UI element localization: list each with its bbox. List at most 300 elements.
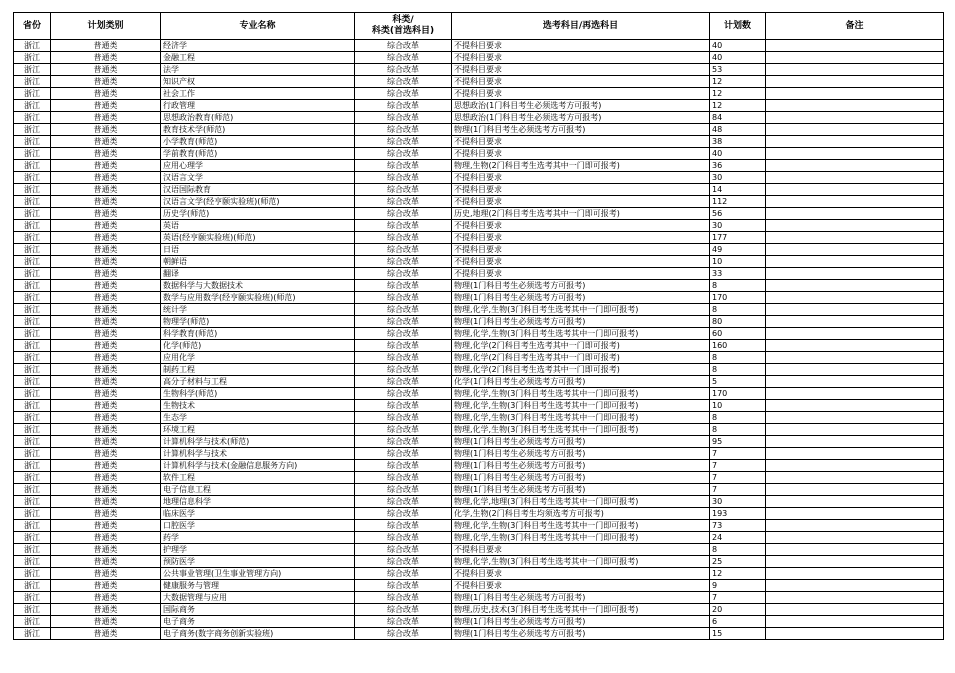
cell-category: 综合改革: [355, 160, 452, 172]
cell-requirement: 不提科目要求: [452, 580, 710, 592]
cell-category: 综合改革: [355, 172, 452, 184]
cell-category: 综合改革: [355, 508, 452, 520]
cell-remark: [766, 400, 944, 412]
cell-requirement: 不提科目要求: [452, 544, 710, 556]
cell-plan-count: 170: [710, 292, 766, 304]
cell-category: 综合改革: [355, 448, 452, 460]
cell-province: 浙江: [14, 556, 51, 568]
cell-plan-type: 普通类: [51, 280, 161, 292]
cell-plan-count: 170: [710, 388, 766, 400]
cell-category: 综合改革: [355, 412, 452, 424]
cell-plan-count: 25: [710, 556, 766, 568]
cell-category: 综合改革: [355, 76, 452, 88]
cell-plan-count: 30: [710, 220, 766, 232]
cell-remark: [766, 484, 944, 496]
cell-requirement: 化学,生物(2门科目考生均须选考方可报考): [452, 508, 710, 520]
cell-province: 浙江: [14, 436, 51, 448]
table-row: [14, 256, 944, 268]
cell-plan-type: 普通类: [51, 508, 161, 520]
cell-major: 学前教育(师范): [161, 148, 355, 160]
cell-remark: [766, 544, 944, 556]
cell-category: 综合改革: [355, 280, 452, 292]
cell-major: 法学: [161, 64, 355, 76]
cell-province: 浙江: [14, 124, 51, 136]
cell-category: 综合改革: [355, 112, 452, 124]
cell-requirement: 不提科目要求: [452, 232, 710, 244]
cell-plan-count: 160: [710, 340, 766, 352]
cell-category: 综合改革: [355, 340, 452, 352]
cell-category: 综合改革: [355, 580, 452, 592]
cell-major: 环境工程: [161, 424, 355, 436]
cell-plan-type: 普通类: [51, 424, 161, 436]
table-row: [14, 40, 944, 52]
header-subject-requirement: 选考科目/再选科目: [452, 13, 710, 40]
cell-plan-type: 普通类: [51, 172, 161, 184]
cell-major: 历史学(师范): [161, 208, 355, 220]
cell-plan-type: 普通类: [51, 340, 161, 352]
cell-requirement: 物理,化学(2门科目考生选考其中一门即可报考): [452, 364, 710, 376]
table-row: [14, 532, 944, 544]
cell-plan-count: 9: [710, 580, 766, 592]
table-row: [14, 160, 944, 172]
table-row: [14, 556, 944, 568]
cell-requirement: 物理,化学,生物(3门科目考生选考其中一门即可报考): [452, 388, 710, 400]
cell-requirement: 不提科目要求: [452, 568, 710, 580]
cell-province: 浙江: [14, 400, 51, 412]
cell-category: 综合改革: [355, 316, 452, 328]
cell-major: 生物科学(师范): [161, 388, 355, 400]
cell-remark: [766, 184, 944, 196]
table-body: [14, 40, 944, 640]
cell-major: 应用化学: [161, 352, 355, 364]
cell-plan-count: 12: [710, 88, 766, 100]
cell-plan-type: 普通类: [51, 604, 161, 616]
cell-plan-type: 普通类: [51, 448, 161, 460]
table-row: [14, 412, 944, 424]
cell-plan-type: 普通类: [51, 40, 161, 52]
cell-province: 浙江: [14, 112, 51, 124]
cell-requirement: 物理(1门科目考生必须选考方可报考): [452, 292, 710, 304]
cell-requirement: 物理,化学,生物(3门科目考生选考其中一门即可报考): [452, 556, 710, 568]
table-row: [14, 520, 944, 532]
table-row: [14, 280, 944, 292]
cell-remark: [766, 556, 944, 568]
cell-province: 浙江: [14, 64, 51, 76]
cell-plan-type: 普通类: [51, 568, 161, 580]
cell-plan-count: 30: [710, 172, 766, 184]
cell-category: 综合改革: [355, 388, 452, 400]
cell-plan-count: 8: [710, 364, 766, 376]
cell-plan-count: 48: [710, 124, 766, 136]
cell-category: 综合改革: [355, 424, 452, 436]
cell-province: 浙江: [14, 388, 51, 400]
cell-major: 临床医学: [161, 508, 355, 520]
cell-province: 浙江: [14, 244, 51, 256]
cell-plan-type: 普通类: [51, 208, 161, 220]
cell-category: 综合改革: [355, 40, 452, 52]
cell-plan-type: 普通类: [51, 472, 161, 484]
cell-remark: [766, 364, 944, 376]
cell-major: 软件工程: [161, 472, 355, 484]
cell-remark: [766, 172, 944, 184]
cell-remark: [766, 436, 944, 448]
cell-plan-count: 20: [710, 604, 766, 616]
cell-requirement: 不提科目要求: [452, 88, 710, 100]
table-row: [14, 340, 944, 352]
cell-requirement: 不提科目要求: [452, 76, 710, 88]
cell-major: 电子商务: [161, 616, 355, 628]
cell-remark: [766, 136, 944, 148]
table-row: [14, 304, 944, 316]
cell-remark: [766, 220, 944, 232]
cell-remark: [766, 292, 944, 304]
cell-category: 综合改革: [355, 568, 452, 580]
cell-category: 综合改革: [355, 364, 452, 376]
cell-requirement: 物理(1门科目考生必须选考方可报考): [452, 484, 710, 496]
cell-major: 电子商务(数字商务创新实验班): [161, 628, 355, 640]
cell-plan-count: 30: [710, 496, 766, 508]
cell-requirement: 物理,化学(2门科目考生选考其中一门即可报考): [452, 352, 710, 364]
table-row: [14, 268, 944, 280]
cell-requirement: 物理,化学,地理(3门科目考生选考其中一门即可报考): [452, 496, 710, 508]
cell-plan-type: 普通类: [51, 112, 161, 124]
cell-plan-type: 普通类: [51, 88, 161, 100]
cell-major: 汉语国际教育: [161, 184, 355, 196]
cell-remark: [766, 496, 944, 508]
cell-requirement: 不提科目要求: [452, 52, 710, 64]
cell-plan-count: 6: [710, 616, 766, 628]
cell-province: 浙江: [14, 304, 51, 316]
cell-requirement: 思想政治(1门科目考生必须选考方可报考): [452, 112, 710, 124]
cell-requirement: 物理(1门科目考生必须选考方可报考): [452, 448, 710, 460]
cell-category: 综合改革: [355, 244, 452, 256]
cell-plan-count: 73: [710, 520, 766, 532]
table-row: [14, 64, 944, 76]
cell-plan-count: 12: [710, 76, 766, 88]
cell-category: 综合改革: [355, 532, 452, 544]
cell-requirement: 不提科目要求: [452, 172, 710, 184]
cell-requirement: 思想政治(1门科目考生必须选考方可报考): [452, 100, 710, 112]
cell-province: 浙江: [14, 232, 51, 244]
table-row: [14, 376, 944, 388]
cell-requirement: 化学(1门科目考生必须选考方可报考): [452, 376, 710, 388]
cell-plan-type: 普通类: [51, 388, 161, 400]
cell-major: 物理学(师范): [161, 316, 355, 328]
cell-major: 化学(师范): [161, 340, 355, 352]
cell-major: 药学: [161, 532, 355, 544]
table-row: [14, 112, 944, 124]
table-row: [14, 316, 944, 328]
cell-major: 汉语言文学(经亨颐实验班)(师范): [161, 196, 355, 208]
cell-province: 浙江: [14, 340, 51, 352]
cell-remark: [766, 508, 944, 520]
cell-province: 浙江: [14, 376, 51, 388]
cell-plan-count: 84: [710, 112, 766, 124]
cell-province: 浙江: [14, 256, 51, 268]
cell-province: 浙江: [14, 496, 51, 508]
cell-remark: [766, 568, 944, 580]
cell-requirement: 物理(1门科目考生必须选考方可报考): [452, 280, 710, 292]
cell-province: 浙江: [14, 520, 51, 532]
cell-major: 数据科学与大数据技术: [161, 280, 355, 292]
cell-remark: [766, 628, 944, 640]
table-row: [14, 496, 944, 508]
cell-requirement: 物理(1门科目考生必须选考方可报考): [452, 616, 710, 628]
cell-category: 综合改革: [355, 556, 452, 568]
cell-plan-count: 15: [710, 628, 766, 640]
cell-province: 浙江: [14, 592, 51, 604]
table-row: [14, 580, 944, 592]
cell-major: 经济学: [161, 40, 355, 52]
header-plan-count: 计划数: [710, 13, 766, 40]
table-row: [14, 436, 944, 448]
cell-province: 浙江: [14, 508, 51, 520]
cell-major: 计算机科学与技术(师范): [161, 436, 355, 448]
cell-requirement: 物理,化学,生物(3门科目考生选考其中一门即可报考): [452, 412, 710, 424]
cell-category: 综合改革: [355, 436, 452, 448]
cell-major: 英语: [161, 220, 355, 232]
table-row: [14, 100, 944, 112]
cell-category: 综合改革: [355, 604, 452, 616]
cell-category: 综合改革: [355, 472, 452, 484]
cell-plan-type: 普通类: [51, 328, 161, 340]
cell-major: 计算机科学与技术(金融信息服务方向): [161, 460, 355, 472]
cell-category: 综合改革: [355, 292, 452, 304]
cell-major: 应用心理学: [161, 160, 355, 172]
cell-requirement: 物理(1门科目考生必须选考方可报考): [452, 460, 710, 472]
cell-category: 综合改革: [355, 148, 452, 160]
cell-plan-type: 普通类: [51, 616, 161, 628]
cell-category: 综合改革: [355, 328, 452, 340]
cell-requirement: 不提科目要求: [452, 184, 710, 196]
cell-category: 综合改革: [355, 616, 452, 628]
table-row: [14, 364, 944, 376]
table-row: [14, 508, 944, 520]
cell-province: 浙江: [14, 172, 51, 184]
cell-plan-type: 普通类: [51, 376, 161, 388]
cell-plan-count: 95: [710, 436, 766, 448]
cell-requirement: 历史,地理(2门科目考生选考其中一门即可报考): [452, 208, 710, 220]
cell-plan-count: 60: [710, 328, 766, 340]
enrollment-plan-table: [13, 12, 944, 640]
cell-category: 综合改革: [355, 352, 452, 364]
cell-province: 浙江: [14, 364, 51, 376]
cell-category: 综合改革: [355, 124, 452, 136]
cell-requirement: 物理,化学,生物(3门科目考生选考其中一门即可报考): [452, 520, 710, 532]
table-row: [14, 136, 944, 148]
cell-category: 综合改革: [355, 544, 452, 556]
cell-requirement: 不提科目要求: [452, 196, 710, 208]
cell-requirement: 物理(1门科目考生必须选考方可报考): [452, 592, 710, 604]
cell-requirement: 物理(1门科目考生必须选考方可报考): [452, 436, 710, 448]
cell-plan-type: 普通类: [51, 400, 161, 412]
cell-plan-count: 24: [710, 532, 766, 544]
cell-plan-type: 普通类: [51, 460, 161, 472]
cell-requirement: 不提科目要求: [452, 148, 710, 160]
cell-province: 浙江: [14, 100, 51, 112]
cell-remark: [766, 256, 944, 268]
cell-plan-type: 普通类: [51, 244, 161, 256]
cell-requirement: 物理(1门科目考生必须选考方可报考): [452, 124, 710, 136]
table-row: [14, 88, 944, 100]
cell-remark: [766, 412, 944, 424]
cell-plan-count: 38: [710, 136, 766, 148]
cell-category: 综合改革: [355, 460, 452, 472]
cell-province: 浙江: [14, 412, 51, 424]
cell-requirement: 不提科目要求: [452, 256, 710, 268]
table-row: [14, 448, 944, 460]
cell-plan-type: 普通类: [51, 580, 161, 592]
cell-plan-count: 40: [710, 52, 766, 64]
cell-remark: [766, 448, 944, 460]
header-plan-type: 计划类别: [51, 13, 161, 40]
cell-remark: [766, 64, 944, 76]
cell-major: 预防医学: [161, 556, 355, 568]
cell-major: 科学教育(师范): [161, 328, 355, 340]
cell-plan-type: 普通类: [51, 628, 161, 640]
cell-requirement: 物理(1门科目考生必须选考方可报考): [452, 628, 710, 640]
cell-major: 计算机科学与技术: [161, 448, 355, 460]
cell-province: 浙江: [14, 604, 51, 616]
cell-major: 高分子材料与工程: [161, 376, 355, 388]
cell-plan-count: 8: [710, 412, 766, 424]
cell-category: 综合改革: [355, 220, 452, 232]
table-header-row: [14, 13, 944, 40]
cell-plan-type: 普通类: [51, 532, 161, 544]
cell-province: 浙江: [14, 352, 51, 364]
header-category-line2: 科类(首选科目): [371, 26, 435, 36]
cell-plan-type: 普通类: [51, 160, 161, 172]
cell-plan-type: 普通类: [51, 100, 161, 112]
cell-remark: [766, 52, 944, 64]
cell-remark: [766, 592, 944, 604]
cell-category: 综合改革: [355, 100, 452, 112]
cell-plan-type: 普通类: [51, 316, 161, 328]
cell-remark: [766, 520, 944, 532]
cell-category: 综合改革: [355, 184, 452, 196]
cell-plan-count: 80: [710, 316, 766, 328]
table-row: [14, 424, 944, 436]
cell-requirement: 不提科目要求: [452, 64, 710, 76]
cell-plan-count: 193: [710, 508, 766, 520]
cell-requirement: 不提科目要求: [452, 136, 710, 148]
cell-remark: [766, 40, 944, 52]
cell-category: 综合改革: [355, 64, 452, 76]
cell-category: 综合改革: [355, 496, 452, 508]
cell-major: 制药工程: [161, 364, 355, 376]
cell-plan-type: 普通类: [51, 76, 161, 88]
cell-province: 浙江: [14, 268, 51, 280]
table-row: [14, 328, 944, 340]
cell-plan-type: 普通类: [51, 220, 161, 232]
table-row: [14, 460, 944, 472]
header-remarks: 备注: [766, 13, 944, 40]
cell-category: 综合改革: [355, 256, 452, 268]
cell-remark: [766, 148, 944, 160]
cell-province: 浙江: [14, 448, 51, 460]
cell-plan-count: 8: [710, 544, 766, 556]
cell-requirement: 物理,历史,技术(3门科目考生选考其中一门即可报考): [452, 604, 710, 616]
cell-remark: [766, 76, 944, 88]
cell-plan-count: 8: [710, 280, 766, 292]
cell-category: 综合改革: [355, 400, 452, 412]
table-row: [14, 616, 944, 628]
cell-plan-type: 普通类: [51, 148, 161, 160]
cell-requirement: 物理,生物(2门科目考生选考其中一门即可报考): [452, 160, 710, 172]
cell-major: 统计学: [161, 304, 355, 316]
cell-requirement: 物理,化学(2门科目考生选考其中一门即可报考): [452, 340, 710, 352]
table-row: [14, 76, 944, 88]
cell-plan-type: 普通类: [51, 196, 161, 208]
cell-province: 浙江: [14, 628, 51, 640]
cell-plan-type: 普通类: [51, 184, 161, 196]
cell-major: 地理信息科学: [161, 496, 355, 508]
cell-plan-count: 33: [710, 268, 766, 280]
cell-remark: [766, 208, 944, 220]
table-row: [14, 484, 944, 496]
table-row: [14, 208, 944, 220]
cell-plan-type: 普通类: [51, 64, 161, 76]
cell-plan-type: 普通类: [51, 364, 161, 376]
cell-plan-count: 12: [710, 100, 766, 112]
cell-category: 综合改革: [355, 196, 452, 208]
cell-major: 电子信息工程: [161, 484, 355, 496]
cell-province: 浙江: [14, 484, 51, 496]
cell-province: 浙江: [14, 472, 51, 484]
cell-province: 浙江: [14, 136, 51, 148]
cell-major: 思想政治教育(师范): [161, 112, 355, 124]
cell-plan-type: 普通类: [51, 412, 161, 424]
header-category: [355, 13, 452, 40]
cell-requirement: 物理,化学,生物(3门科目考生选考其中一门即可报考): [452, 400, 710, 412]
cell-plan-type: 普通类: [51, 268, 161, 280]
cell-remark: [766, 532, 944, 544]
cell-plan-count: 8: [710, 424, 766, 436]
cell-province: 浙江: [14, 184, 51, 196]
cell-requirement: 物理,化学,生物(3门科目考生选考其中一门即可报考): [452, 328, 710, 340]
cell-category: 综合改革: [355, 268, 452, 280]
cell-plan-count: 177: [710, 232, 766, 244]
table-row: [14, 220, 944, 232]
cell-plan-count: 36: [710, 160, 766, 172]
cell-major: 知识产权: [161, 76, 355, 88]
cell-plan-count: 14: [710, 184, 766, 196]
cell-plan-count: 56: [710, 208, 766, 220]
cell-plan-count: 10: [710, 256, 766, 268]
table-row: [14, 388, 944, 400]
cell-major: 汉语言文学: [161, 172, 355, 184]
cell-remark: [766, 124, 944, 136]
cell-plan-count: 7: [710, 592, 766, 604]
cell-plan-count: 112: [710, 196, 766, 208]
cell-plan-type: 普通类: [51, 436, 161, 448]
table-row: [14, 232, 944, 244]
table-row: [14, 124, 944, 136]
cell-province: 浙江: [14, 544, 51, 556]
cell-province: 浙江: [14, 52, 51, 64]
table-row: [14, 184, 944, 196]
header-category-line1: 科类/: [392, 15, 414, 25]
cell-requirement: 物理,化学,生物(3门科目考生选考其中一门即可报考): [452, 304, 710, 316]
cell-remark: [766, 460, 944, 472]
cell-category: 综合改革: [355, 628, 452, 640]
cell-plan-count: 10: [710, 400, 766, 412]
table-row: [14, 472, 944, 484]
cell-plan-type: 普通类: [51, 544, 161, 556]
cell-major: 金融工程: [161, 52, 355, 64]
cell-plan-type: 普通类: [51, 292, 161, 304]
cell-remark: [766, 424, 944, 436]
